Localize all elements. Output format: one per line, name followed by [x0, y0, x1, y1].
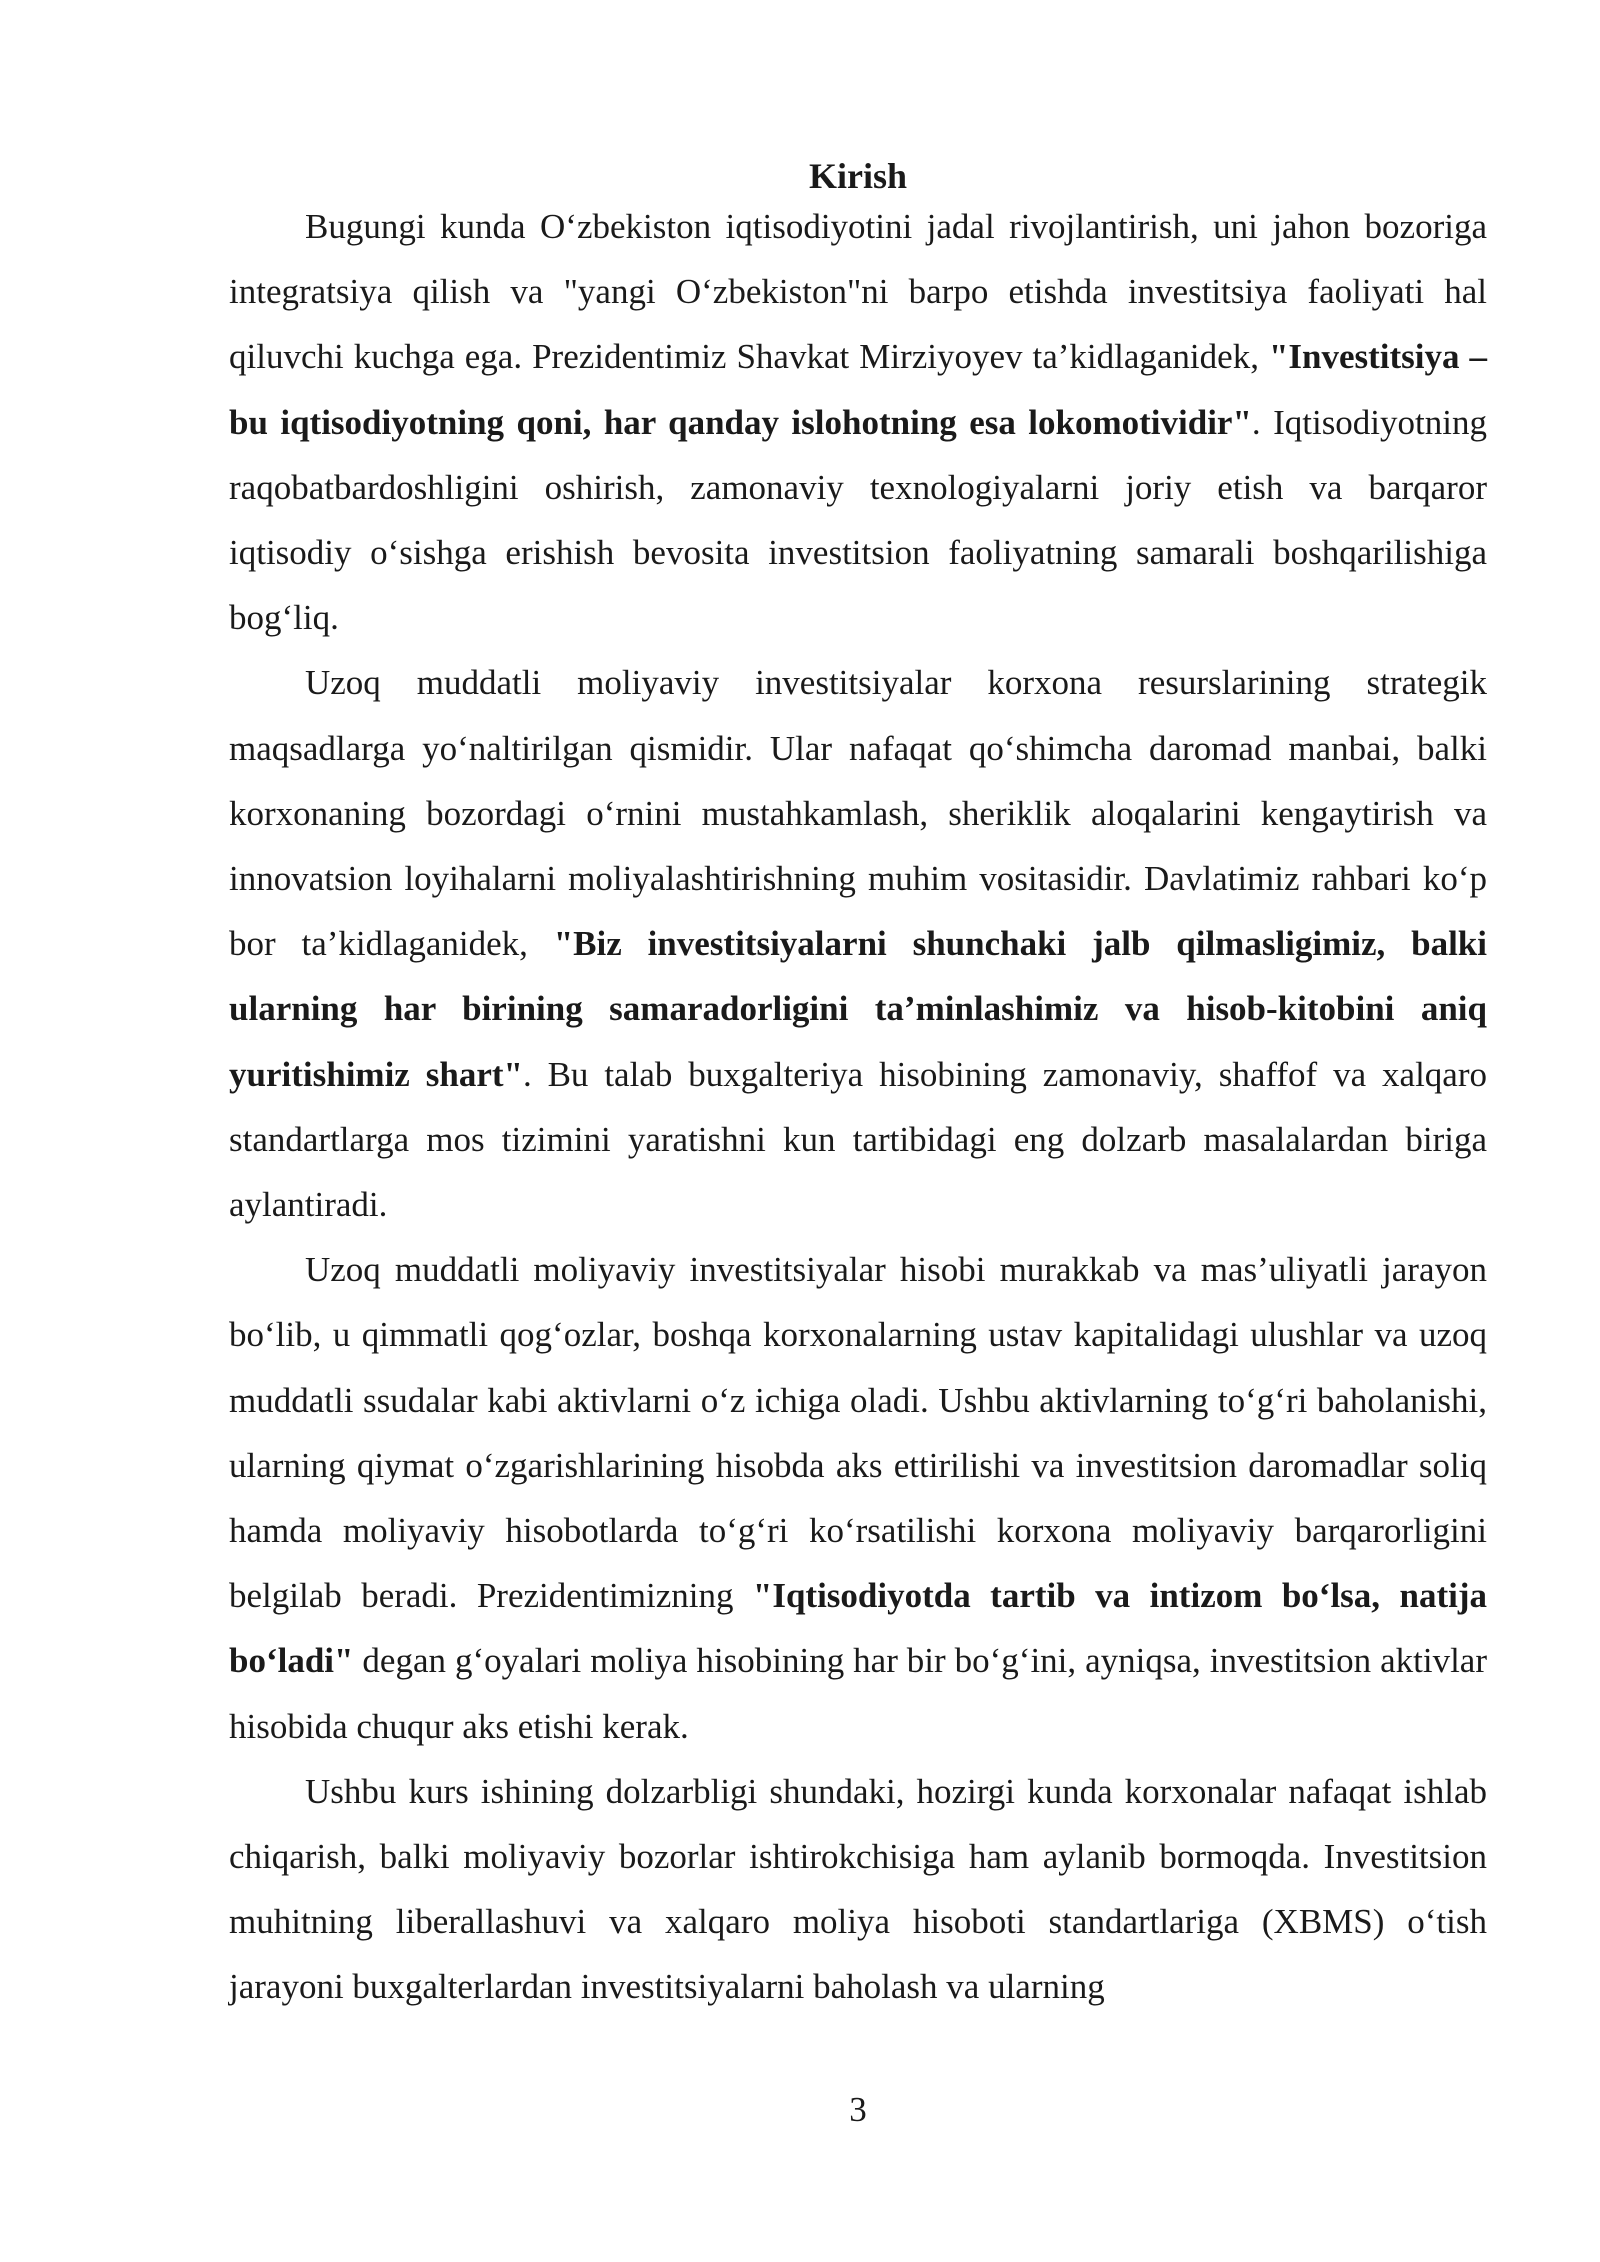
paragraph-text: Bugungi kunda O‘zbekiston iqtisodiyotini jadal rivojlantirish, uni jahon bozoriga integratsiya qilish va "yangi O‘zbekiston"ni barpo etishda investitsiya faoliyati hal qiluvchi kuchga ega. Prezidentimiz Shavkat Mirziyoyev ta’kidlaganidek, — [229, 207, 1487, 377]
paragraph-text: Uzoq muddatli moliyaviy investitsiyalar hisobi murakkab va mas’uliyatli jarayon bo‘lib, u qimmatli qog‘ozlar, boshqa korxonalarning ustav kapitalidagi ulushlar va uzoq muddatli ssudalar kabi aktivlarni o‘z ichiga oladi. Ushbu aktivlarning to‘g‘ri baholanishi, ularning qiymat o‘zgarishlarining hisobda aks ettirilishi va investitsion daromadlar soliq hamda moliyaviy hisobotlarda to‘g‘ri ko‘rsatilishi korxona moliyaviy barqarorligini belgilab beradi. Prezidentimizning — [229, 1250, 1487, 1616]
paragraph-4 — [229, 1759, 1487, 2020]
paragraph-text: . Iqtisodiyotning raqobatbardoshligini oshirish, zamonaviy texnologiyalarni joriy etish va barqaror iqtisodiy o‘sishga erishish bevosita investitsion faoliyatning samarali boshqarilishiga bog‘liq. — [229, 402, 1487, 638]
paragraph-text: Uzoq muddatli moliyaviy investitsiyalar korxona resurslarining strategik maqsadlarga yo‘naltirilgan qismidir. Ular nafaqat qo‘shimcha daromad manbai, balki korxonaning bozordagi o‘rnini mustahkamlash, sheriklik aloqalarini kengaytirish va innovatsion loyihalarni moliyalashtirishning muhim vositasidir. Davlatimiz rahbari ko‘p bor ta’kidlaganidek, — [229, 663, 1487, 964]
president-quote: "Iqtisodiyotda tartib va intizom bo‘lsa, natija bo‘ladi" — [229, 1576, 1487, 1681]
paragraph-2 — [229, 650, 1487, 1237]
page-number: 3 — [849, 2090, 867, 2129]
paragraph-3 — [229, 1237, 1487, 1759]
paragraph-1 — [229, 194, 1487, 650]
paragraph-text: . Bu talab buxgalteriya hisobining zamonaviy, shaffof va xalqaro standartlarga mos tizimini yaratishni kun tartibidagi eng dolzarb masalalardan biriga aylantiradi. — [229, 1054, 1487, 1225]
page-title: Kirish — [808, 156, 907, 196]
president-quote: "Investitsiya – bu iqtisodiyotning qoni, har qanday islohotning esa lokomotividir" — [229, 337, 1488, 442]
president-quote: "Biz investitsiyalarni shunchaki jalb qilmasligimiz, balki ularning har birining samaradorligini ta’minlashimiz va hisob-kitobini aniq yuritishimiz shart" — [229, 924, 1487, 1094]
paragraph-text: degan g‘oyalari moliya hisobining har bir bo‘g‘ini, ayniqsa, investitsion aktivlar hisobida chuqur aks etishi kerak. — [229, 1641, 1487, 1746]
paragraph-text: Ushbu kurs ishining dolzarbligi shundaki, hozirgi kunda korxonalar nafaqat ishlab chiqarish, balki moliyaviy bozorlar ishtirokchisiga ham aylanib bormoqda. Investitsion muhitning liberallashuvi va xalqaro moliya hisoboti standartlariga (XBMS) o‘tish jarayoni buxgalterlardan investitsiyalarni baholash va ularning — [229, 1771, 1487, 2007]
document-body — [229, 194, 1487, 2020]
